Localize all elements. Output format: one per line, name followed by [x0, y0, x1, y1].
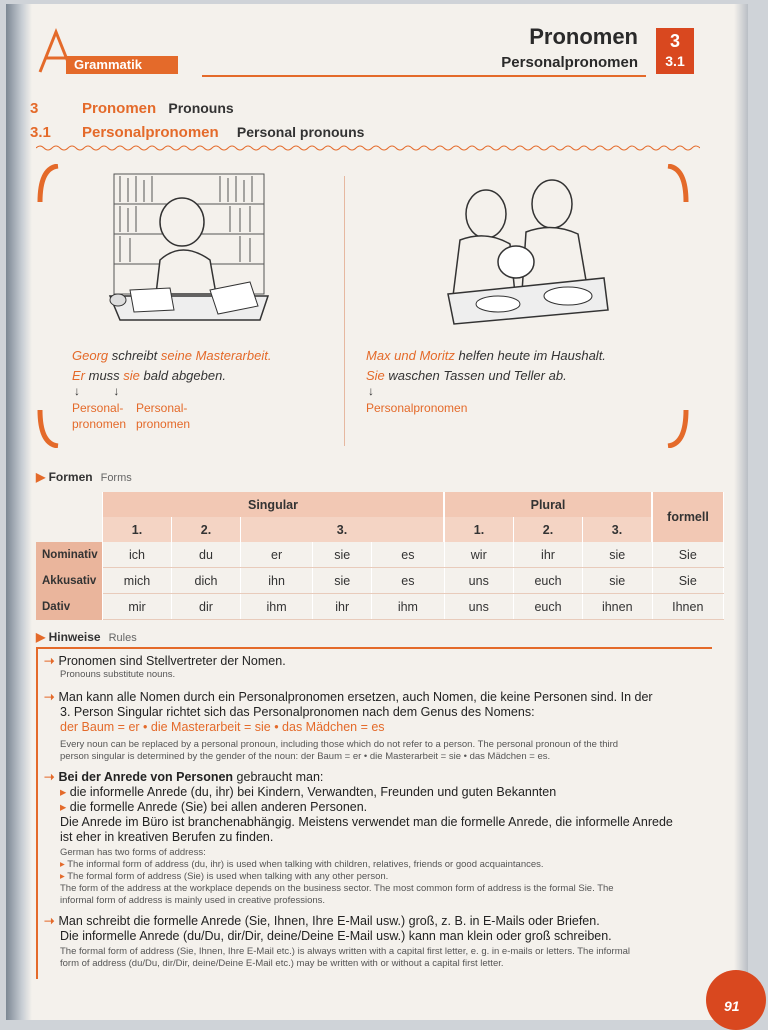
- small-triangle-icon: ▸: [60, 871, 68, 882]
- frame-corner-bottom-right: [666, 408, 690, 448]
- header-rule: [202, 75, 646, 77]
- rule-2: ➝ Man kann alle Nomen durch ein Personalpronomen ersetzen, auch Nomen, die keine Personen sind. In der 3. Person Singular richtet sich das Personalpronomen nach dem Genus des Nomens: der Baum = er • die Masterarbeit = sie • das Mädchen = es Every noun can be replaced by a personal pronoun, including those which do not refer to a person. The personal pronoun of the third person singular is determined by the gender of the noun: der Baum = er • die Masterarbeit = sie • das Mädchen = es.: [44, 690, 653, 762]
- arrow-bullet-icon: ➝: [44, 914, 55, 928]
- chapter-box: [656, 28, 694, 74]
- formen-heading: ▶ Formen Forms: [36, 470, 132, 484]
- example-right-arrow: ↓: [368, 384, 374, 398]
- example-left-line-1: Georg schreibt seine Masterarbeit.: [72, 348, 272, 363]
- page-binding-shadow: [6, 4, 32, 1020]
- small-triangle-icon: ▸: [60, 800, 70, 814]
- wavy-divider: [36, 144, 700, 152]
- frame-corner-top-left: [36, 164, 60, 204]
- section-badge: Grammatik: [66, 56, 178, 74]
- col-plural-3: 3.: [583, 517, 653, 542]
- page-number: 91: [724, 998, 740, 1014]
- page-title: Pronomen: [529, 24, 638, 49]
- page-number-badge: [706, 970, 766, 1030]
- book-page: [6, 4, 748, 1020]
- heading-3-1: 3.1 Personalpronomen Personal pronouns: [30, 124, 365, 141]
- triangle-bullet-icon: ▶: [36, 470, 46, 484]
- arrow-bullet-icon: ➝: [44, 690, 55, 704]
- col-plural-1: 1.: [444, 517, 514, 542]
- rule-4: ➝ Man schreibt die formelle Anrede (Sie, Ihnen, Ihre E-Mail usw.) groß, z. B. in E-Mails oder Briefen. Die informelle Anrede (du/Du, dir/Dir, deine/Deine E-Mail usw.) kann man klein oder groß schreiben. The formal form of address (Sie, Ihnen, Ihre E-Mail etc.) is always written with a capital first letter, e. g. in e-mails or letters. The informal form of address (du/Du, dir/Dir, deine/Deine E-Mail etc.) may be written with or without a capital first letter.: [44, 914, 631, 969]
- col-plural-2: 2.: [514, 517, 583, 542]
- example-divider: [344, 176, 345, 446]
- page-edge-shadow: [734, 4, 748, 1020]
- pronoun-table: [36, 492, 724, 620]
- arrow-bullet-icon: ➝: [44, 770, 55, 784]
- rule-3: ➝ Bei der Anrede von Personen gebraucht man: ▸ die informelle Anrede (du, ihr) bei Kindern, Verwandten, Freunden und guten Bekannten ▸ die formelle Anrede (Sie) bei allen anderen Personen. Die Anrede im Büro ist branchenabhängig. Meistens verwendet man die formelle Anrede, die informelle Anrede ist eher in kreativen Berufen zu finden. German has two forms of address: ▸ The informal form of address (du, ihr) is used when talking with children, relatives, friends or good acquaintances. ▸ The formal form of address (Sie) is used when talking with any other person. The form of the address at the workplace depends on the business sector. The most common form of address is the formal Sie. The informal form of address is mainly used in creative professions.: [44, 770, 673, 906]
- col-singular-3: 3.: [241, 517, 445, 542]
- plural-header: Plural: [444, 492, 652, 517]
- section-number: 3.1: [665, 53, 685, 69]
- frame-corner-bottom-left: [36, 408, 60, 448]
- table-row: Nominativ ich du er sie es wir ihr sie Sie: [36, 542, 724, 568]
- small-triangle-icon: ▸: [60, 785, 70, 799]
- chapter-number: 3: [669, 31, 680, 51]
- rule-1: ➝ Pronomen sind Stellvertreter der Nomen. Pronouns substitute nouns.: [44, 654, 286, 680]
- table-row: Akkusativ mich dich ihn sie es uns euch sie Sie: [36, 568, 724, 594]
- col-singular-2: 2.: [172, 517, 241, 542]
- label-personalpronomen-2: Personal- pronomen: [136, 401, 191, 431]
- two-men-washing-dishes-illustration: [438, 174, 610, 330]
- row-label: Dativ: [36, 594, 103, 620]
- example-left-arrows: ↓ ↓: [74, 384, 120, 398]
- heading-3: 3 Pronomen Pronouns: [30, 100, 234, 117]
- small-triangle-icon: ▸: [60, 859, 68, 870]
- student-writing-illustration: [100, 170, 278, 330]
- table-row: Dativ mir dir ihm ihr ihm uns euch ihnen Ihnen: [36, 594, 724, 620]
- frame-corner-top-right: [666, 164, 690, 204]
- hinweise-heading: ▶ Hinweise Rules: [36, 630, 137, 644]
- label-personalpronomen-1: Personal- pronomen: [72, 401, 127, 431]
- triangle-bullet-icon: ▶: [36, 630, 46, 644]
- singular-header: Singular: [103, 492, 445, 517]
- row-label: Akkusativ: [36, 568, 103, 594]
- example-right-line-2: Sie waschen Tassen und Teller ab.: [366, 368, 567, 383]
- page-subtitle: Personalpronomen: [501, 54, 638, 71]
- example-left-line-2: Er muss sie bald abgeben.: [72, 368, 226, 383]
- example-right-line-1: Max und Moritz helfen heute im Haushalt.: [366, 348, 606, 363]
- col-singular-1: 1.: [103, 517, 172, 542]
- arrow-bullet-icon: ➝: [44, 654, 55, 668]
- label-personalpronomen-3: Personalpronomen: [366, 401, 468, 415]
- row-label: Nominativ: [36, 542, 103, 568]
- formell-header: formell: [652, 492, 724, 542]
